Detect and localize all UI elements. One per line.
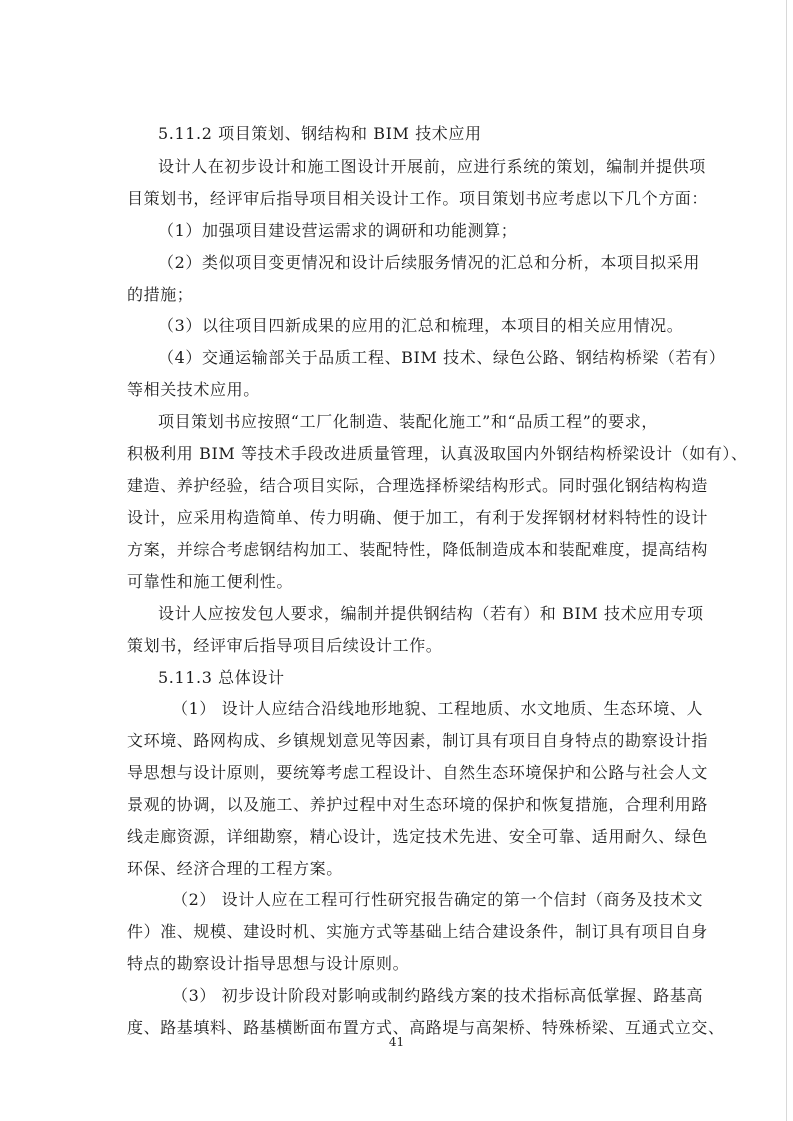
text-line: 环保、经济合理的工程方案。 <box>127 859 343 878</box>
text-line: 项目策划书应按照“工厂化制造、装配化施工”和“品质工程”的要求， <box>158 412 658 431</box>
text-line: 文环境、路网构成、乡镇规划意见等因素，制订具有项目自身特点的勘察设计指 <box>127 731 709 750</box>
text-line: 策划书，经评审后指导项目后续设计工作。 <box>127 636 443 655</box>
text-line: 方案，并综合考虑钢结构加工、装配特性，降低制造成本和装配难度，提高结构 <box>127 540 709 559</box>
text-line: 特点的勘察设计指导思想与设计原则。 <box>127 954 410 973</box>
section-heading: 5.11.2 项目策划、钢结构和 BIM 技术应用 <box>158 124 482 143</box>
text-line: （2） 设计人应在工程可行性研究报告确定的第一个信封（商务及技术文 <box>172 890 704 909</box>
text-line: 的措施； <box>127 285 194 304</box>
text-line: 可靠性和施工便利性。 <box>127 572 294 591</box>
text-line: （4）交通运输部关于品质工程、BIM 技术、绿色公路、钢结构桥梁（若有） <box>158 348 726 367</box>
text-line: 景观的协调，以及施工、养护过程中对生态环境的保护和恢复措施，合理利用路 <box>127 795 709 814</box>
text-line: 导思想与设计原则，要统筹考虑工程设计、自然生态环境保护和公路与社会人文 <box>127 763 709 782</box>
page-number: 41 <box>388 1035 405 1049</box>
text-line: （3） 初步设计阶段对影响或制约路线方案的技术指标高低掌握、路基高 <box>172 986 704 1005</box>
text-line: 设计人在初步设计和施工图设计开展前，应进行系统的策划，编制并提供项 <box>158 157 706 176</box>
text-line: （3）以往项目四新成果的应用的汇总和梳理，本项目的相关应用情况。 <box>158 316 684 335</box>
text-line: （1）加强项目建设营运需求的调研和功能测算； <box>158 221 518 240</box>
text-line: 件）准、规模、建设时机、实施方式等基础上结合建设条件，制订具有项目自身 <box>127 922 709 941</box>
text-line: 设计人应按发包人要求，编制并提供钢结构（若有）和 BIM 技术应用专项 <box>158 604 704 623</box>
text-line: 度、路基填料、路基横断面布置方式、高路堤与高架桥、特殊桥梁、互通式立交、 <box>127 1018 725 1037</box>
page-edge-line <box>786 0 787 1121</box>
text-line: 等相关技术应用。 <box>127 380 260 399</box>
text-line: 线走廊资源，详细勘察，精心设计，选定技术先进、安全可靠、适用耐久、绿色 <box>127 827 709 846</box>
text-line: 积极利用 BIM 等技术手段改进质量管理，认真汲取国内外钢结构桥梁设计（如有）、 <box>127 444 748 463</box>
text-line: 建造、养护经验，结合项目实际，合理选择桥梁结构形式。同时强化钢结构构造 <box>127 476 709 495</box>
text-line: 目策划书，经评审后指导项目相关设计工作。项目策划书应考虑以下几个方面： <box>127 189 709 208</box>
text-line: 设计，应采用构造简单、传力明确、便于加工，有利于发挥钢材材料特性的设计 <box>127 508 709 527</box>
section-heading: 5.11.3 总体设计 <box>158 668 285 687</box>
text-line: （2）类似项目变更情况和设计后续服务情况的汇总和分析，本项目拟采用 <box>158 253 700 272</box>
text-line: （1） 设计人应结合沿线地形地貌、工程地质、水文地质、生态环境、人 <box>172 699 704 718</box>
